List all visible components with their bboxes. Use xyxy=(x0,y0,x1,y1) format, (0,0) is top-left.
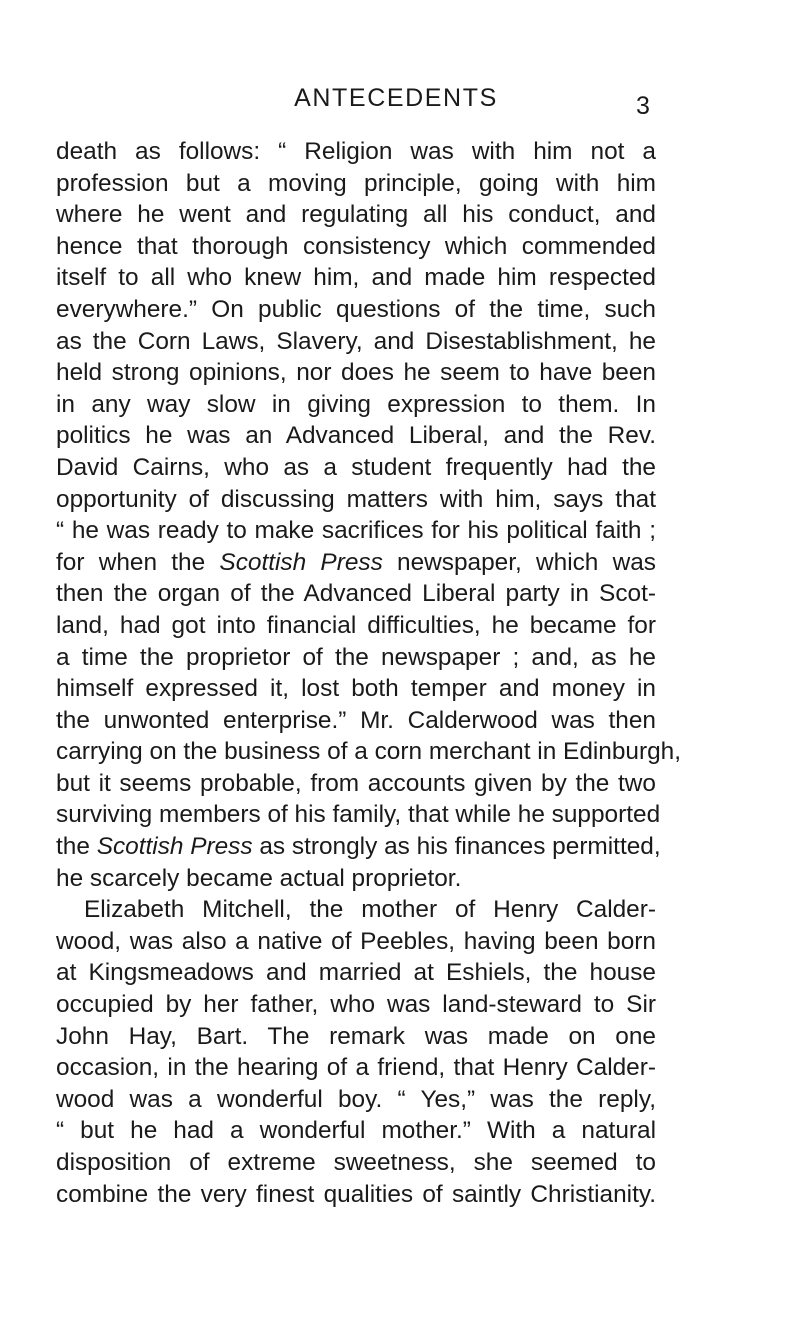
text-line: profession but a moving principle, going with him xyxy=(56,169,656,197)
text-line: wood, was also a native of Peebles, having been born xyxy=(56,927,656,955)
text-line: at Kingsmeadows and married at Eshiels, the house xyxy=(56,959,656,987)
text-line: but it seems probable, from accounts given by the two xyxy=(56,769,656,797)
text-run: as strongly as his finances permitted, xyxy=(252,833,661,861)
text-line: itself to all who knew him, and made him respected xyxy=(56,264,656,292)
text-line: everywhere.” On public questions of the time, such xyxy=(56,295,656,323)
text-line: himself expressed it, lost both temper and money in xyxy=(56,675,656,703)
text-line xyxy=(56,831,661,863)
text-line: held strong opinions, nor does he seem to have been xyxy=(56,359,656,387)
body-text xyxy=(56,136,682,1210)
italic-title: Scottish Press xyxy=(96,833,253,861)
text-line: hence that thorough consistency which commended xyxy=(56,232,656,260)
text-line: as the Corn Laws, Slavery, and Disestablishment, he xyxy=(56,327,656,355)
text-line: occasion, in the hearing of a friend, that Henry Calder- xyxy=(56,1054,656,1082)
text-line: Elizabeth Mitchell, the mother of Henry Calder- xyxy=(84,896,656,924)
text-line: opportunity of discussing matters with him, says that xyxy=(56,485,656,513)
text-line: combine the very finest qualities of saintly Christianity. xyxy=(56,1180,656,1208)
text-run: the xyxy=(56,833,97,861)
text-line: death as follows: “ Religion was with him not a xyxy=(56,138,656,165)
text-line: politics he was an Advanced Liberal, and the Rev. xyxy=(56,422,656,450)
text-line: occupied by her father, who was land-steward to Sir xyxy=(56,991,656,1019)
text-line: the unwonted enterprise.” Mr. Calderwood was then xyxy=(56,706,656,734)
text-line: disposition of extreme sweetness, she seemed to xyxy=(56,1149,656,1176)
text-line: David Cairns, who as a student frequently had the xyxy=(56,453,656,481)
text-line: in any way slow in giving expression to them. In xyxy=(56,390,656,418)
text-line: carrying on the business of a corn merchant in Edinburgh, xyxy=(56,738,682,766)
text-line: “ but he had a wonderful mother.” With a natural xyxy=(56,1117,656,1145)
italic-title: Scottish Press xyxy=(219,548,383,576)
text-line: surviving members of his family, that while he supported xyxy=(56,801,661,829)
text-line: “ he was ready to make sacrifices for his political faith ; xyxy=(56,517,656,545)
running-head: ANTECEDENTS xyxy=(294,84,498,112)
text-line: a time the proprietor of the newspaper ; and, as he xyxy=(56,643,656,671)
text-line: where he went and regulating all his conduct, and xyxy=(56,201,656,229)
text-line: land, had got into financial difficulties, he became for xyxy=(56,611,656,639)
text-line: John Hay, Bart. The remark was made on one xyxy=(56,1022,656,1050)
text-line: then the organ of the Advanced Liberal party in Scot- xyxy=(56,580,656,608)
text-line xyxy=(56,547,656,579)
text-run: for when the xyxy=(56,548,220,576)
page-number: 3 xyxy=(636,92,650,120)
text-line: wood was a wonderful boy. “ Yes,” was the reply, xyxy=(56,1085,656,1113)
text-line: he scarcely became actual proprietor. xyxy=(56,864,462,892)
text-run: newspaper, which was xyxy=(382,548,656,576)
